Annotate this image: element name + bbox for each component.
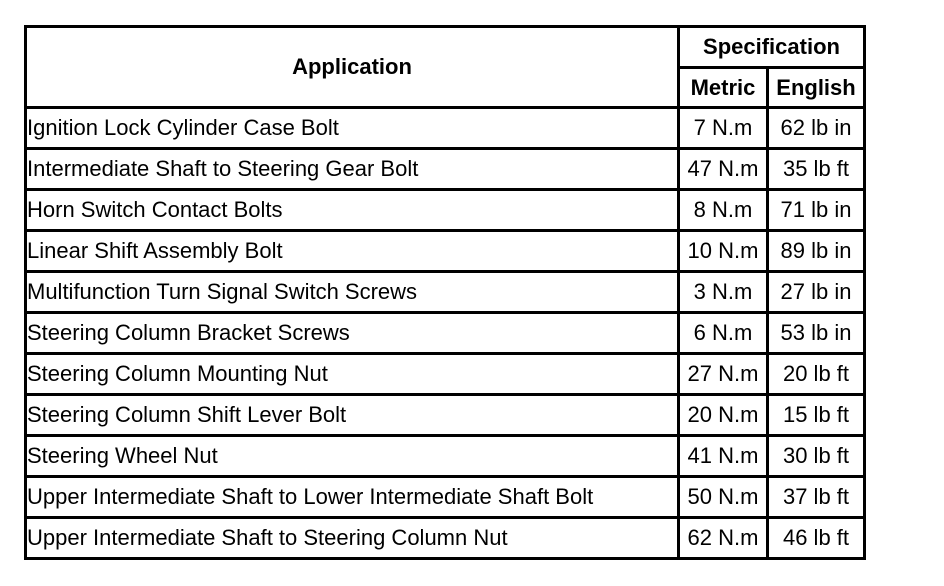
metric-cell: 62 N.m — [680, 519, 769, 560]
application-cell: Intermediate Shaft to Steering Gear Bolt — [27, 150, 680, 191]
english-cell: 53 lb in — [769, 314, 866, 355]
table-row — [27, 273, 866, 314]
application-cell: Steering Column Bracket Screws — [27, 314, 680, 355]
torque-specification-table — [24, 25, 866, 560]
english-cell: 37 lb ft — [769, 478, 866, 519]
english-cell: 30 lb ft — [769, 437, 866, 478]
application-cell: Steering Wheel Nut — [27, 437, 680, 478]
table-row — [27, 355, 866, 396]
english-cell: 35 lb ft — [769, 150, 866, 191]
application-cell: Upper Intermediate Shaft to Lower Intermediate Shaft Bolt — [27, 478, 680, 519]
table-row — [27, 478, 866, 519]
metric-cell: 8 N.m — [680, 191, 769, 232]
table-row — [27, 150, 866, 191]
metric-cell: 47 N.m — [680, 150, 769, 191]
english-cell: 15 lb ft — [769, 396, 866, 437]
table-row — [27, 314, 866, 355]
application-cell: Linear Shift Assembly Bolt — [27, 232, 680, 273]
metric-header: Metric — [680, 69, 769, 109]
metric-cell: 50 N.m — [680, 478, 769, 519]
english-cell: 62 lb in — [769, 109, 866, 150]
english-cell: 71 lb in — [769, 191, 866, 232]
metric-cell: 41 N.m — [680, 437, 769, 478]
table-row — [27, 191, 866, 232]
table-row — [27, 396, 866, 437]
english-cell: 27 lb in — [769, 273, 866, 314]
application-cell: Upper Intermediate Shaft to Steering Column Nut — [27, 519, 680, 560]
metric-cell: 27 N.m — [680, 355, 769, 396]
english-header: English — [769, 69, 866, 109]
metric-cell: 10 N.m — [680, 232, 769, 273]
application-cell: Steering Column Shift Lever Bolt — [27, 396, 680, 437]
metric-cell: 3 N.m — [680, 273, 769, 314]
application-cell: Steering Column Mounting Nut — [27, 355, 680, 396]
table-row — [27, 437, 866, 478]
table-row — [27, 109, 866, 150]
table-header — [27, 28, 866, 109]
table-row — [27, 519, 866, 560]
application-cell: Horn Switch Contact Bolts — [27, 191, 680, 232]
english-cell: 20 lb ft — [769, 355, 866, 396]
english-cell: 89 lb in — [769, 232, 866, 273]
table-row — [27, 232, 866, 273]
specification-header: Specification — [680, 28, 866, 69]
english-cell: 46 lb ft — [769, 519, 866, 560]
application-cell: Multifunction Turn Signal Switch Screws — [27, 273, 680, 314]
metric-cell: 7 N.m — [680, 109, 769, 150]
application-cell: Ignition Lock Cylinder Case Bolt — [27, 109, 680, 150]
table-body — [27, 109, 866, 560]
metric-cell: 20 N.m — [680, 396, 769, 437]
application-header: Application — [27, 28, 680, 109]
metric-cell: 6 N.m — [680, 314, 769, 355]
